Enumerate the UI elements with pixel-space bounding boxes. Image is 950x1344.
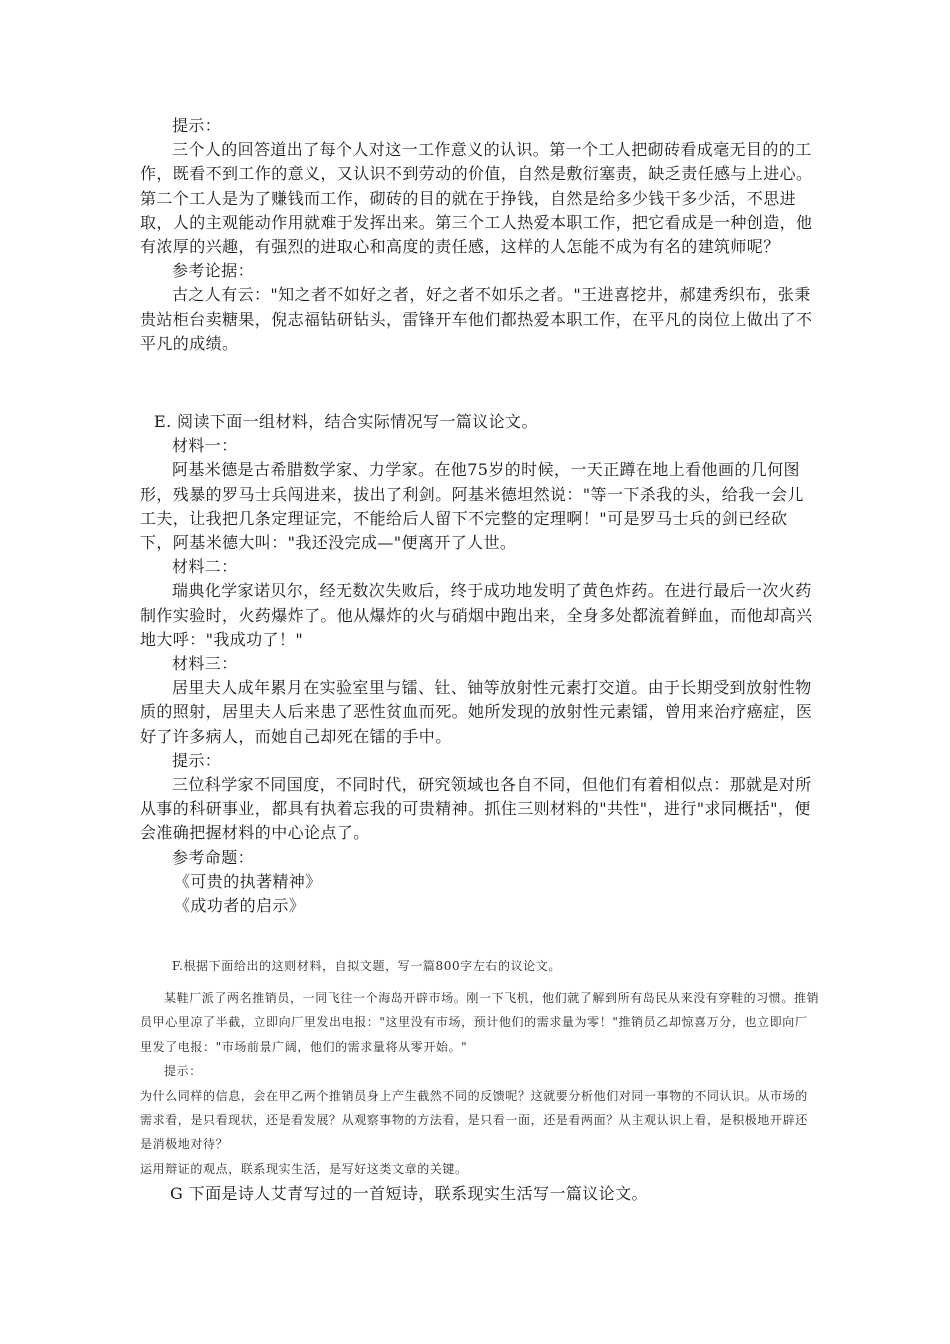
topics-label: 参考命题：: [172, 847, 255, 867]
section-g: [140, 1182, 820, 1206]
hint-label: 提示：: [172, 750, 222, 770]
reference-label: 参考论据：: [172, 261, 255, 281]
section-g-heading: G 下面是诗人艾青写过的一首短诗，联系现实生活写一篇议论文。: [170, 1184, 648, 1203]
section-f-body: [140, 986, 820, 1181]
material-two-label: 材料二：: [172, 557, 238, 577]
section-f: [140, 954, 820, 978]
material-one-text: 阿基米德是古希腊数学家、力学家。在他75岁的时候，一天正蹲在地上看他画的几何图形，残暴的罗马士兵闯进来，拔出了利剑。阿基米德坦然说："等一下杀我的头，给我一会儿工夫，让我把几条定理证完，不能给后人留下不完整的定理啊！"可是罗马士兵的剑已经砍下，阿基米德大叫："我还没完成—"便离开了人世。: [140, 460, 804, 553]
hint-label: 提示：: [172, 116, 222, 135]
topic-two: 《成功者的启示》: [174, 896, 306, 916]
reference-paragraph: 古之人有云："知之者不如好之者，好之者不如乐之者。"王进喜挖井，郝建秀织布，张秉贵站柜台卖糖果，倪志福钻研钻头，雷锋开车他们都热爱本职工作，在平凡的岗位上做出了不平凡的成绩。: [140, 285, 813, 353]
section-d: [140, 114, 820, 356]
hint-label: 提示：: [164, 1064, 202, 1079]
topic-one: 《可贵的执著精神》: [174, 871, 322, 891]
material-three-text: 居里夫人成年累月在实验室里与镭、钍、铀等放射性元素打交道。由于长期受到放射性物质的照射，居里夫人后来患了恶性贫血而死。她所发现的放射性元素镭，曾用来治疗癌症，医好了许多病人，而她自己却死在镭的手中。: [140, 678, 813, 746]
hint-paragraph: 三位科学家不同国度，不同时代，研究领域也各自不同，但他们有着相似点：那就是对所从事的科研事业，都具有执着忘我的可贵精神。抓住三则材料的"共性"，进行"求同概括"，便会准确把握材料的中心论点了。: [140, 775, 812, 843]
section-f-heading: F.根据下面给出的这则材料，自拟文题，写一篇800字左右的议论文。: [172, 959, 561, 973]
material-two-text: 瑞典化学家诺贝尔，经无数次失败后，终于成功地发明了黄色炸药。在进行最后一次火药制作实验时，火药爆炸了。他从爆炸的火与硝烟中跑出来，全身多处都流着鲜血，而他却高兴地大呼："我成功了！": [140, 581, 813, 649]
material-one-label: 材料一：: [172, 436, 238, 456]
summary-line: 运用辩证的观点，联系现实生活，是写好这类文章的关键。: [140, 1161, 468, 1176]
material-paragraph: 某鞋厂派了两名推销员，一同飞往一个海岛开辟市场。刚一下飞机，他们就了解到所有岛民从来没有穿鞋的习惯。推销员甲心里凉了半截，立即向厂里发出电报："这里没有市场，预计他们的需求量为零！"推销员乙却惊喜万分，也立即向厂里发了电报："市场前景广阔，他们的需求量将从零开始。": [140, 991, 820, 1054]
material-three-label: 材料三：: [172, 654, 238, 674]
hint-paragraph: 三个人的回答道出了每个人对这一工作意义的认识。第一个工人把砌砖看成毫无目的的工作，既看不到工作的意义，又认识不到劳动的价值，自然是敷衍塞责，缺乏责任感与上进心。第二个工人是为了赚钱而工作，砌砖的目的就在于挣钱，自然是给多少钱干多少活，不思进取，人的主观能动作用就难于发挥出来。第三个工人热爱本职工作，把它看成是一种创造，他有浓厚的兴趣，有强烈的进取心和高度的责任感，这样的人怎能不成为有名的建筑师呢？: [140, 140, 813, 257]
section-e: [140, 410, 820, 918]
hint-paragraph: 为什么同样的信息，会在甲乙两个推销员身上产生截然不同的反馈呢？这就要分析他们对同一事物的不同认识。从市场的需求看，是只看现状，还是看发展？从观察事物的方法看，是只看一面，还是看两面？从主观认识上看，是积极地开辟还是消极地对待？: [140, 1088, 808, 1152]
section-e-heading: E. 阅读下面一组材料，结合实际情况写一篇议论文。: [154, 412, 538, 431]
